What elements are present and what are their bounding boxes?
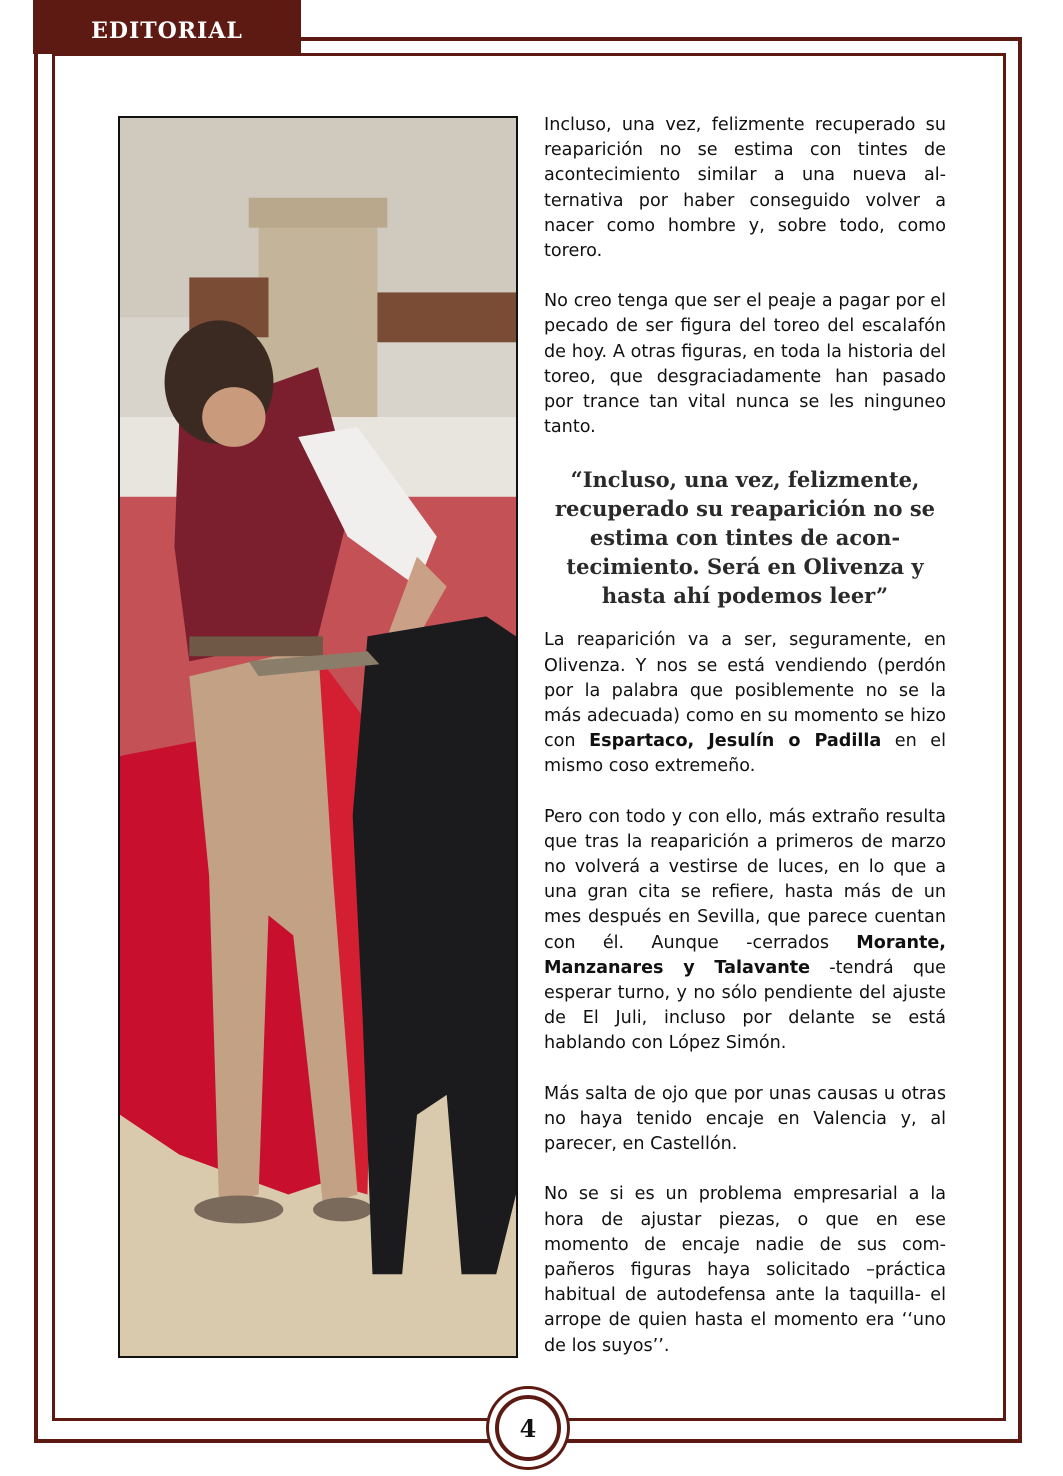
article-paragraph-5: Más salta de ojo que por unas causas u otras no haya tenido encaje en Valencia y, al parecer, en Castellón. bbox=[544, 1083, 946, 1155]
pull-quote: “Incluso, una vez, felizmente, recuperado su reaparición no se estima con tintes de acontecimiento. Será en Olivenza y hasta ahí podemos leer” bbox=[554, 467, 936, 609]
article-paragraph-4: Pero con todo y con ello, más extraño resulta que tras la reaparición a primeros de marzo no volverá a vestirse de luces, en lo que a una gran cita se refiere, hasta más de un mes después en Sevilla, que parece cuentan con él. Aunque -cerrados Morante, Manzanares y Talavante -tendrá que esperar turno, y no sólo pendiente del ajuste de El Juli, incluso por delante se está hablando con López Simón. bbox=[544, 806, 947, 1054]
article-paragraph-3: La reaparición va a ser, seguramente, en Olivenza. Y nos se está vendiendo (perdón por la palabra que posiblemente no se la más adecuada) como en su momento se hizo con Espartaco, Jesulín o Padilla en el mismo coso extremeño. bbox=[544, 630, 946, 777]
section-label: EDITORIAL bbox=[91, 18, 243, 44]
section-header bbox=[33, 0, 301, 54]
page-number-badge bbox=[486, 1386, 570, 1470]
article-paragraph-1: Incluso, una vez, felizmente recuperado su reaparición no se estima con tintes de acontecimiento similar a una nueva alternativa por haber conseguido volver a nacer como hombre y, sobre todo, como torero. bbox=[544, 115, 946, 262]
bold-names-1: Espartaco, Jesulín o Padilla bbox=[589, 731, 882, 752]
article-paragraph-6: No se si es un problema empresarial a la hora de ajustar piezas, o que en ese momento de encaje nadie de sus compañeros figuras haya solicitado –práctica habitual de autodefensa ante la taquilla- el arrope de quien hasta el momento era ‘‘uno de los suyos’’. bbox=[544, 1184, 946, 1356]
article-photo bbox=[118, 116, 518, 1358]
page-number: 4 bbox=[519, 1413, 537, 1443]
bold-names-2: Morante, Manzanares y Talavante bbox=[544, 932, 946, 978]
bullfighter-illustration bbox=[120, 118, 516, 1356]
article-text-column bbox=[544, 113, 946, 1384]
article-paragraph-2: No creo tenga que ser el peaje a pagar por el pecado de ser figura del toreo del escalafón de hoy. A otras figuras, en toda la historia del toreo, que desgraciadamente han pasado por trance tan vital nunca se les ninguneo tanto. bbox=[544, 291, 946, 438]
